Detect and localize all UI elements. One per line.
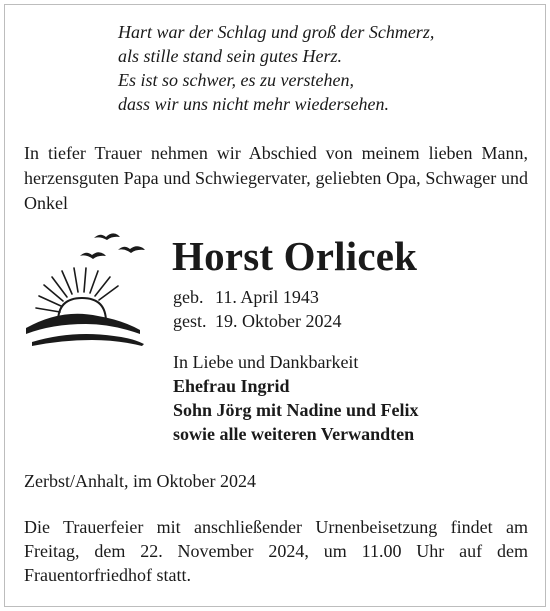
poem-line: als stille stand sein gutes Herz. <box>118 46 342 66</box>
poem-line: Es ist so schwer, es zu verstehen, <box>118 70 354 90</box>
intro-text: In tiefer Trauer nehmen wir Abschied von meinem lieben Mann, herzensguten Papa und Schwiegervater, geliebten Opa, Schwager und Onkel <box>24 143 528 213</box>
died-date: 19. Oktober 2024 <box>215 311 342 331</box>
bird-icon <box>80 252 106 259</box>
poem-line: Hart war der Schlag und groß der Schmerz, <box>118 22 435 42</box>
life-dates <box>173 285 341 333</box>
place-and-date: Zerbst/Anhalt, im Oktober 2024 <box>24 471 256 491</box>
death-date-row <box>173 309 341 333</box>
died-label: gest. <box>173 311 207 331</box>
bird-icon <box>94 233 120 240</box>
ceremony-details: Die Trauerfeier mit anschließender Urnenbeisetzung findet am Freitag, dem 22. November 2024, um 11.00 Uhr auf dem Frauentorfriedhof statt. <box>24 517 528 585</box>
born-date: 11. April 1943 <box>215 287 319 307</box>
mourners <box>173 350 419 446</box>
birth-date-row <box>173 285 341 309</box>
bird-icon <box>118 246 145 253</box>
mourner-line: sowie alle weiteren Verwandten <box>173 424 415 444</box>
born-label: geb. <box>173 287 204 307</box>
poem <box>118 20 538 116</box>
poem-line: dass wir uns nicht mehr wiedersehen. <box>118 94 389 114</box>
mourners-intro: In Liebe und Dankbarkeit <box>173 352 359 372</box>
sunset-with-birds-icon <box>22 226 164 346</box>
mourner-line: Sohn Jörg mit Nadine und Felix <box>173 400 419 420</box>
deceased-name: Horst Orlicek <box>172 233 418 279</box>
mourner-line: Ehefrau Ingrid <box>173 376 290 396</box>
